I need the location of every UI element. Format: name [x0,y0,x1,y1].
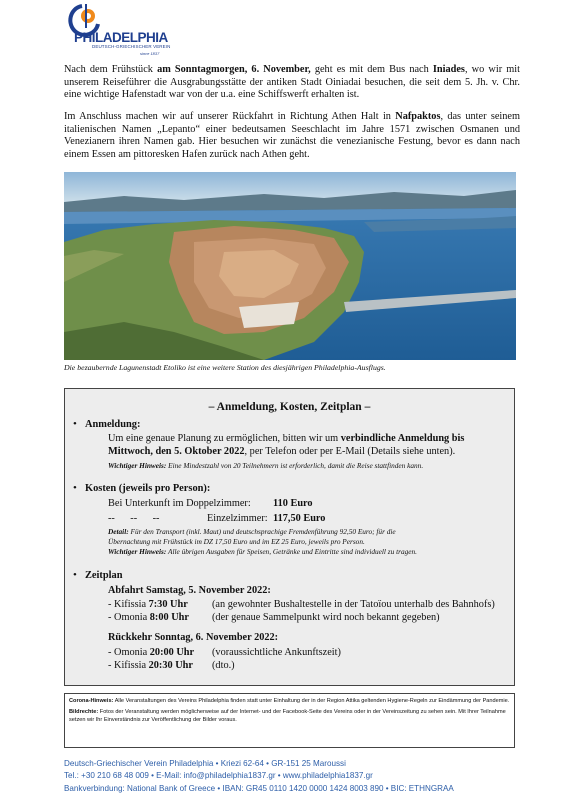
kosten-hint: Wichtiger Hinweis: Alle übrigen Ausgaben für Speisen, Getränke und Eintritte sind individuell zu tragen. [108,547,417,556]
rueckkehr-row: - Omonia 20:00 Uhr [108,647,195,658]
bullet-icon: • [73,569,77,581]
corona-notice: Corona-Hinweis: Alle Veranstaltungen des Vereins Philadelphia finden statt unter Einhaltung der in der Region Attika geltenden Hygiene-Regeln zur Eindämmung der Pandemie. [69,698,510,704]
einzel-price: 117,50 Euro [273,513,326,524]
box-title: – Anmeldung, Kosten, Zeitplan – [208,401,371,413]
abfahrt-heading: Abfahrt Samstag, 5. November 2022: [108,585,271,596]
abfahrt-note: (der genaue Sammelpunkt wird noch bekannt gegeben) [212,612,440,623]
image-rights-notice: Bildrechte: Fotos der Veranstaltung werden möglicherweise auf der Internet- und der Facebook-Seite des Vereins oder in der Vereinszeitung zu sehen sein. Mit Ihrer Teilnahme setzen wir Ihr Einverständnis zur Veröffentlichung der Bilder voraus. [69,709,506,724]
anmeldung-line-1: Um eine genaue Planung zu ermöglichen, bitten wir um verbindliche Anmeldung bis [108,433,465,444]
kosten-detail: Detail: Für den Transport (inkl. Maut) und deutschsprachige Fremdenführung 92,50 Euro; für die Übernachtung mit Frühstück im DZ 17,50 Euro und im EZ 25 Euro, jeweils pro Person. [108,527,396,546]
contact-phone-email[interactable]: Tel.: +30 210 68 48 009 • E-Mail: info@philadelphia1837.gr • www.philadelphia1837.gr [64,771,373,781]
anmeldung-line-2: Mittwoch, den 5. Oktober 2022, per Telefon oder per E-Mail (Details siehe unten). [108,446,456,457]
doppel-label: Bei Unterkunft im Doppelzimmer: [108,498,251,509]
einzel-dashes: -- -- -- [108,513,160,524]
logo-name: PHILADELPHIA [74,30,168,45]
anmeldung-heading: Anmeldung: [85,419,141,430]
etoliko-photo [64,172,516,360]
abfahrt-row: - Omonia 8:00 Uhr [108,612,189,623]
rueckkehr-row: - Kifissia 20:30 Uhr [108,660,193,671]
logo-since: since 1837 [140,51,160,56]
photo-caption: Die bezaubernde Lagunenstadt Etoliko ist eine weitere Station des diesjährigen Philadelphia-Ausflugs. [64,363,386,372]
intro-paragraph-2: Im Anschluss machen wir auf unserer Rückfahrt in Richtung Athen Halt in Nafpaktos, das unter seinem italienischen Namen „Lepanto“ einer bedeutsamen Seeschlacht im Jahre 1571 zwischen Osmanen und Venezianern ihren Namen gab. Hier besuchen wir zunächst die venezianische Festung, bevor es dann nach einem Essen am pittoresken Hafen zurück nach Athen geht. [64,111,520,160]
rueckkehr-note: (dto.) [212,660,235,671]
bullet-icon: • [73,418,77,430]
notice-box [64,693,515,748]
einzel-label: Einzelzimmer: [207,513,268,524]
abfahrt-note: (an gewohnter Bushaltestelle in der Tatoïou unterhalb des Bahnhofs) [212,599,495,610]
intro-paragraph-1: Nach dem Frühstück am Sonntagmorgen, 6. November, geht es mit dem Bus nach Iniades, wo wir mit unserem Reiseführer die Ausgrabungsstätte der antiken Stadt Oiniadai besuchen, die seit dem 5. Jh. v. Chr. eine wichtige Hafenstadt war von der u.a. eine Schiffswerft erhalten ist. [64,64,520,101]
anmeldung-hint: Wichtiger Hinweis: Eine Mindestzahl von 20 Teilnehmern ist erforderlich, damit die Reise stattfinden kann. [108,461,424,470]
bullet-icon: • [73,482,77,494]
info-box [64,388,515,686]
contact-block [64,758,534,795]
contact-address: Deutsch-Griechischer Verein Philadelphia • Kriezi 62-64 • GR-151 25 Maroussi [64,759,346,768]
kosten-heading: Kosten (jeweils pro Person): [85,483,211,494]
logo-subtitle: DEUTSCH-GRIECHISCHER VEREIN [92,44,171,49]
zeitplan-heading: Zeitplan [85,570,123,581]
abfahrt-row: - Kifissia 7:30 Uhr [108,599,188,610]
rueckkehr-heading: Rückkehr Sonntag, 6. November 2022: [108,632,279,643]
rueckkehr-note: (voraussichtliche Ankunftszeit) [212,647,341,658]
contact-bank: Bankverbindung: National Bank of Greece • IBAN: GR45 0110 1420 0000 1424 8003 890 • BIC: ETHNGRAA [64,783,454,793]
doppel-price: 110 Euro [273,498,313,509]
